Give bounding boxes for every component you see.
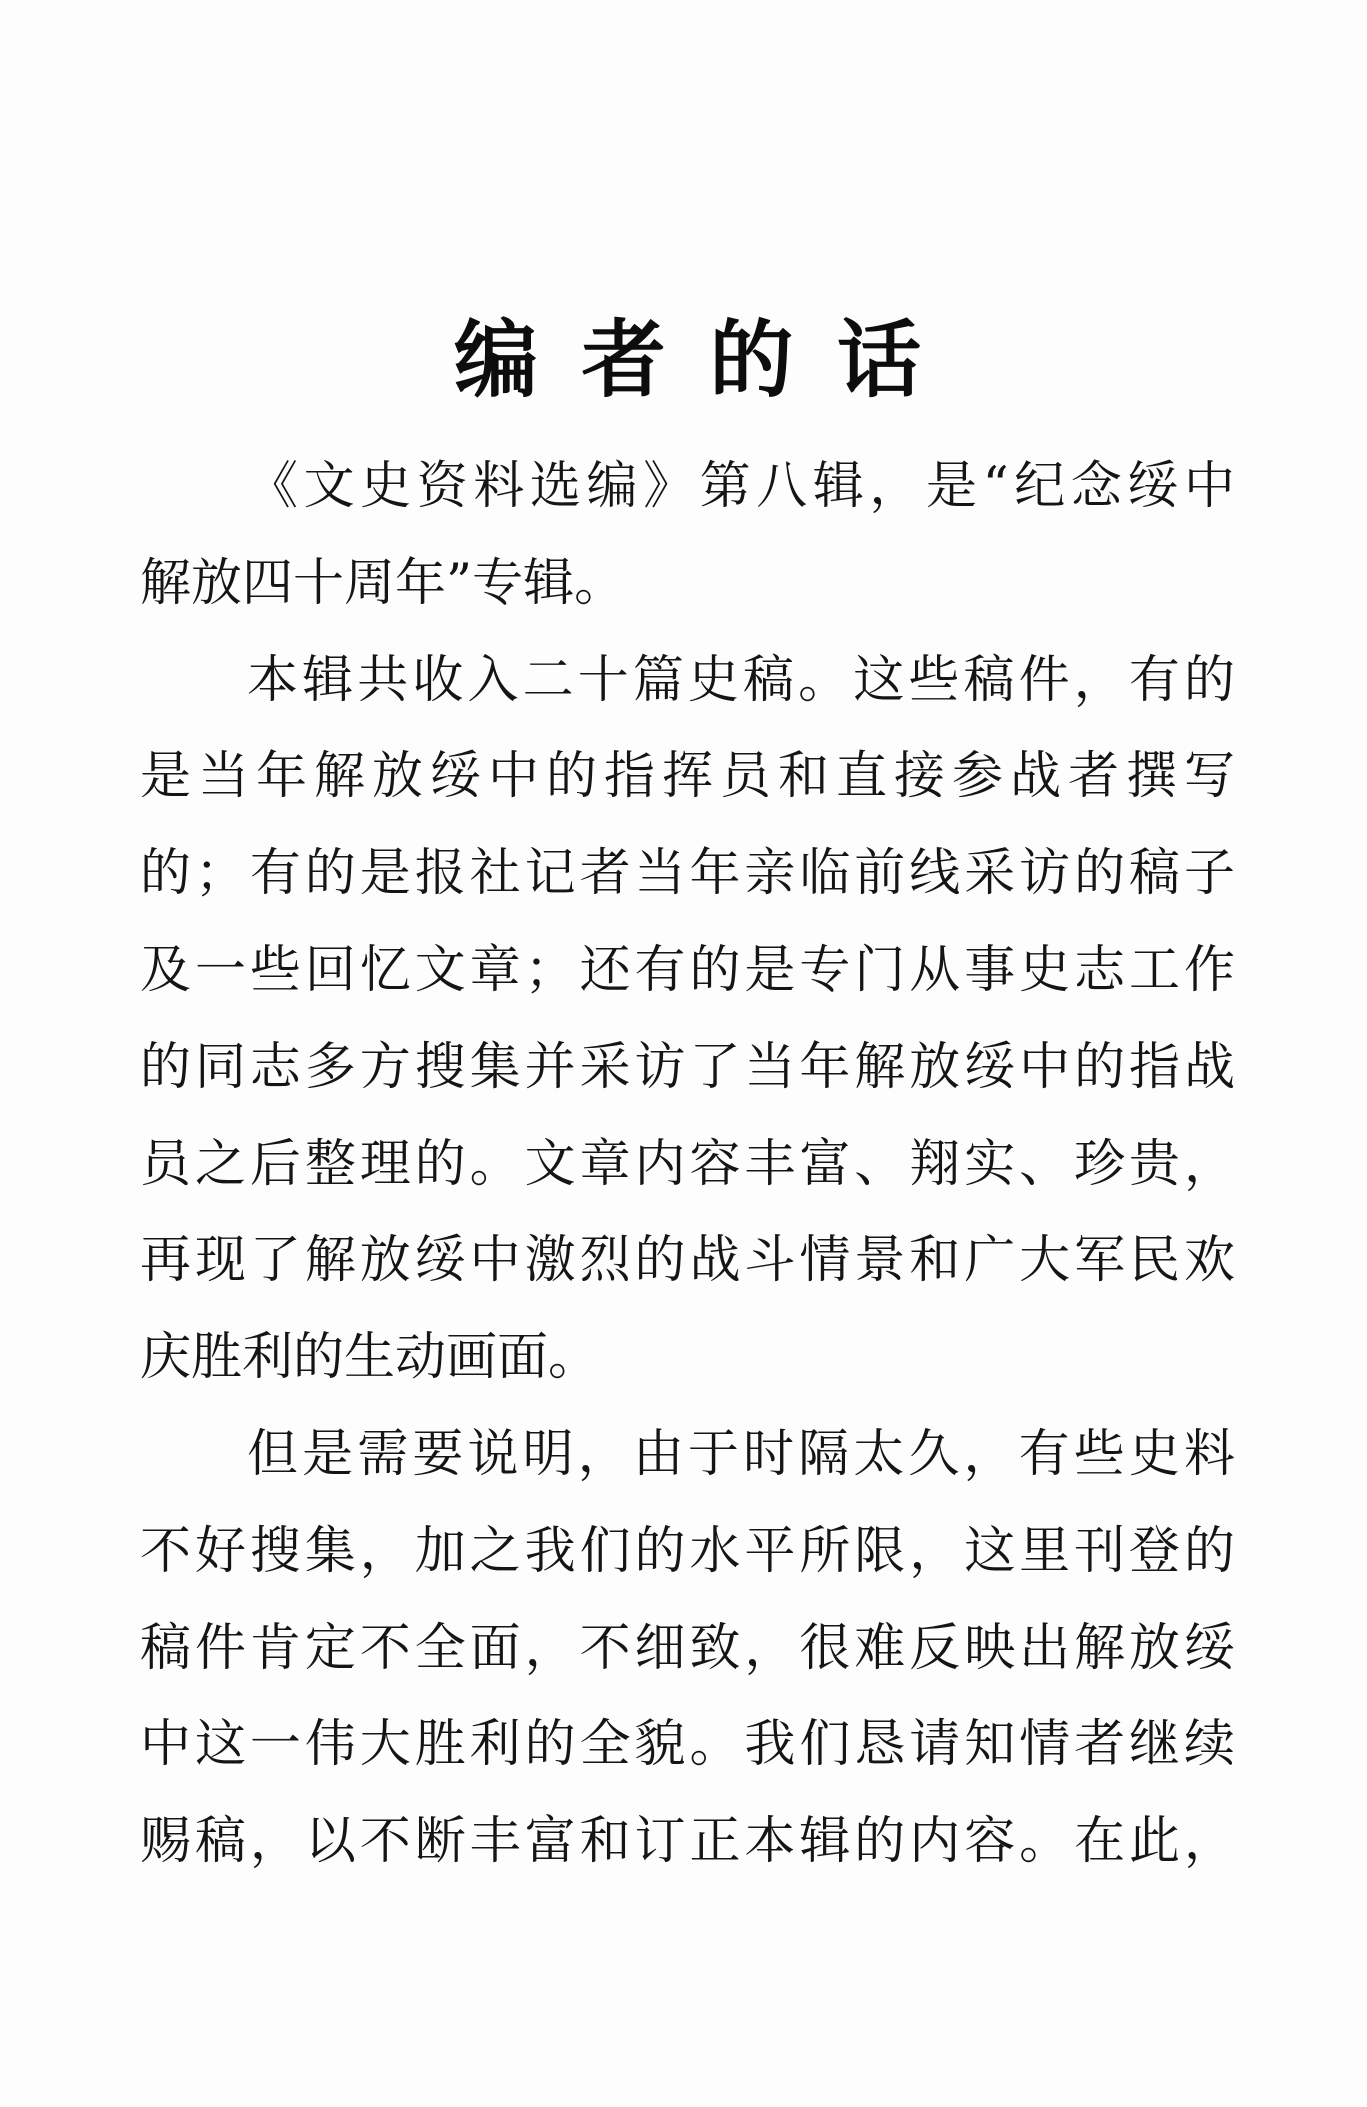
text-line: 《文史资料选编》第八辑，是“纪念绥中 (247, 457, 1235, 516)
body-text (140, 439, 1235, 1891)
text-line: 不好搜集，加之我们的水平所限，这里刊登的 (140, 1521, 1235, 1581)
paragraph (140, 1407, 1235, 1891)
text-line: 及一些回忆文章；还有的是专门从事史志工作 (140, 940, 1235, 1000)
text-line: 中这一伟大胜利的全貌。我们恳请知情者继续 (140, 1715, 1235, 1775)
page-title: 编者的话 (454, 310, 921, 409)
text-line: 是当年解放绥中的指挥员和直接参战者撰写 (140, 747, 1235, 807)
text-line: 员之后整理的。文章内容丰富、翔实、珍贵， (140, 1134, 1235, 1194)
paragraph (140, 439, 1235, 633)
text-line: 稿件肯定不全面，不细致，很难反映出解放绥 (140, 1618, 1235, 1678)
text-line: 再现了解放绥中激烈的战斗情景和广大军民欢 (140, 1231, 1235, 1291)
text-line: 本辑共收入二十篇史稿。这些稿件，有的 (247, 650, 1235, 710)
text-line: 的同志多方搜集并采访了当年解放绥中的指战 (140, 1037, 1235, 1097)
text-line: 的；有的是报社记者当年亲临前线采访的稿子 (140, 844, 1235, 904)
text-line: 赐稿，以不断丰富和订正本辑的内容。在此， (140, 1812, 1235, 1872)
text-line: 解放四十周年”专辑。 (140, 553, 626, 613)
text-line: 但是需要说明，由于时隔太久，有些史料 (247, 1424, 1235, 1484)
text-line: 庆胜利的生动画面。 (140, 1328, 600, 1388)
paragraph (140, 633, 1235, 1407)
